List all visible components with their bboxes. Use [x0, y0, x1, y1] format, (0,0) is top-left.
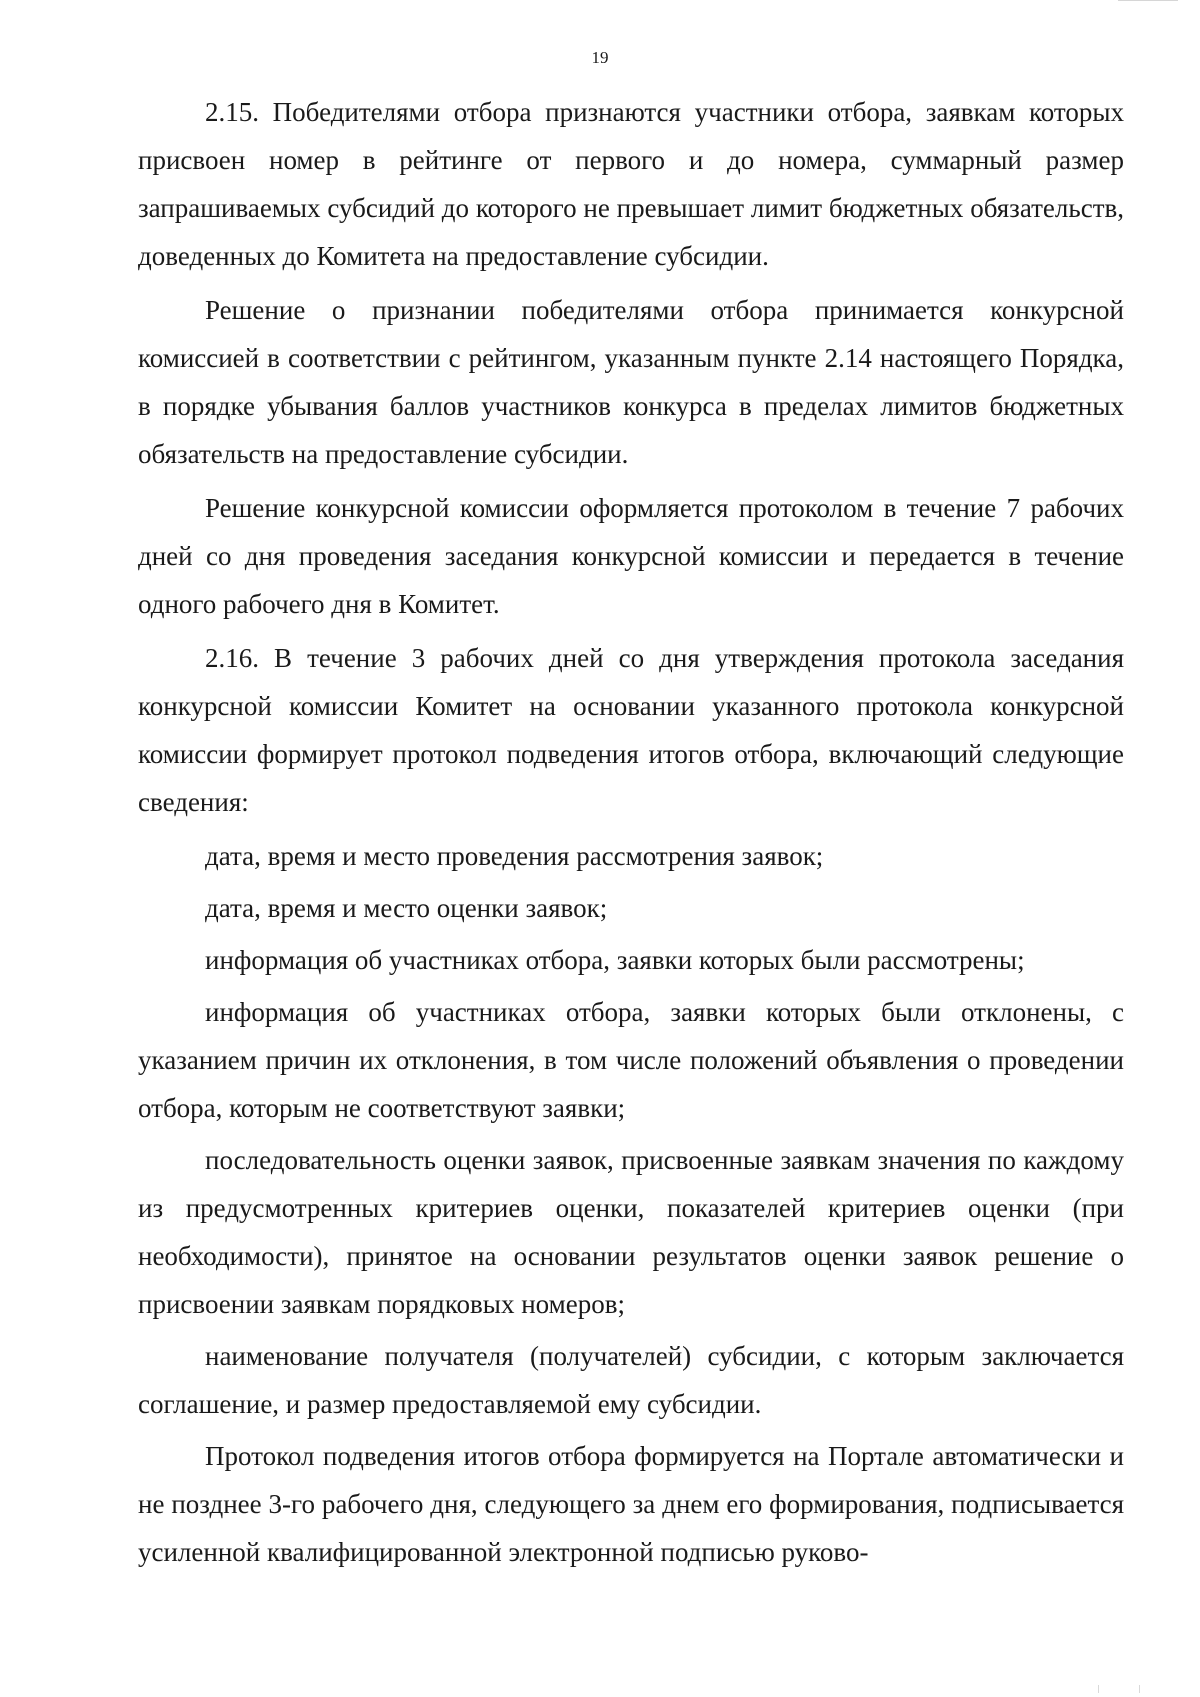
paragraph-decision-protocol: Решение конкурсной комиссии оформляется протоколом в течение 7 рабочих дней со дня проведения заседания конкурсной комиссии и передается в течение одного рабочего дня в Комитет. — [138, 493, 1124, 619]
paragraph-decision-winners: Решение о признании победителями отбора принимается конкурсной комиссией в соответствии с рейтингом, указанным пункте 2.14 настоящего Порядка, в порядке убывания баллов участников конкурса в пределах лимитов бюджетных обязательств на предоставление субсидии. — [138, 295, 1124, 469]
list-item: последовательность оценки заявок, присвоенные заявкам значения по каждому из предусмотренных критериев оценки, показателей критериев оценки (при необходимости), принятое на основании результатов оценки заявок решение о присвоении заявкам порядковых номеров; — [138, 1145, 1124, 1319]
paragraph-2-16: 2.16. В течение 3 рабочих дней со дня утверждения протокола заседания конкурсной комиссии Комитет на основании указанного протокола конкурсной комиссии формирует протокол подведения итогов отбора, включающий следующие сведения: — [138, 643, 1124, 817]
scan-artifact — [1098, 1685, 1140, 1693]
list-item: информация об участниках отбора, заявки которых были отклонены, с указанием причин их отклонения, в том числе положений объявления о проведении отбора, которым не соответствуют заявки; — [138, 997, 1124, 1123]
list-item: дата, время и место проведения рассмотрения заявок; — [205, 841, 824, 871]
paragraph-2-15: 2.15. Победителями отбора признаются участники отбора, заявкам которых присвоен номер в рейтинге от первого и до номера, суммарный размер запрашиваемых субсидий до которого не превышает лимит бюджетных обязательств, доведенных до Комитета на предоставление субсидии. — [138, 97, 1124, 271]
scan-artifact — [1118, 0, 1178, 5]
list-item: наименование получателя (получателей) субсидии, с которым заключается соглашение, и размер предоставляемой ему субсидии. — [138, 1341, 1124, 1419]
document-body — [138, 88, 1124, 1582]
list-item: дата, время и место оценки заявок; — [205, 893, 608, 923]
list-item: информация об участниках отбора, заявки которых были рассмотрены; — [205, 945, 1025, 975]
page-number: 19 — [591, 48, 609, 67]
paragraph-protocol-portal: Протокол подведения итогов отбора формируется на Портале автоматически и не позднее 3-го рабочего дня, следующего за днем его формирования, подписывается усиленной квалифицированной электронной подписью руково- — [138, 1441, 1124, 1567]
